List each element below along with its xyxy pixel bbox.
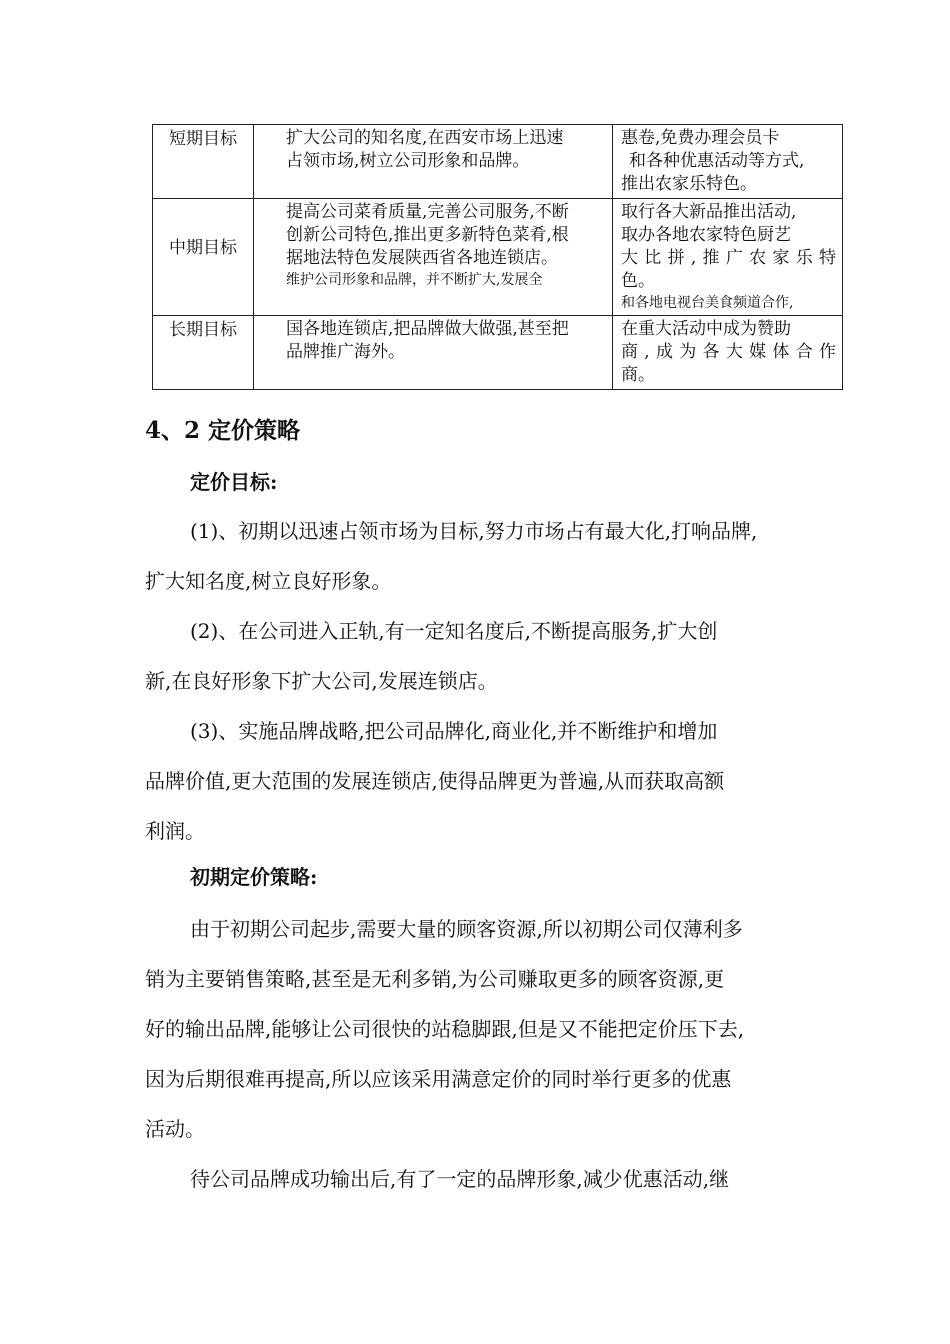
initial-para-line: 由于初期公司起步,需要大量的顾客资源,所以初期公司仅薄利多 (190, 917, 743, 941)
cell-line: 提高公司菜肴质量,完善公司服务,不断 (286, 202, 569, 222)
goal-content-cell (254, 199, 613, 316)
cell-line: 扩大公司的知名度,在西安市场上迅速 (286, 128, 564, 148)
table-row-short-term (153, 125, 843, 199)
row-label: 长期目标 (153, 316, 254, 390)
cell-line: 和各地电视台美食频道合作, (621, 295, 794, 311)
goal-3-line: 利润。 (145, 819, 205, 843)
cell-line: 色。 (621, 271, 655, 291)
cell-line: 维护公司形象和品牌，并不断扩大,发展全 (286, 272, 543, 288)
cell-line: 商。 (621, 365, 655, 385)
method-cell (613, 199, 843, 316)
goal-2-line: (2)、在公司进入正轨,有一定知名度后,不断提高服务,扩大创 (190, 619, 718, 643)
initial-para-line: 因为后期很难再提高,所以应该采用满意定价的同时举行更多的优惠 (145, 1067, 732, 1091)
cell-line: 推出农家乐特色。 (621, 174, 757, 194)
row-label: 中期目标 (153, 199, 254, 316)
cell-line: 商,成为各大媒体合作 (621, 342, 836, 362)
cell-line: 国各地连锁店,把品牌做大做强,甚至把 (286, 319, 569, 339)
cell-line: 品牌推广海外。 (286, 342, 405, 362)
row-label: 短期目标 (153, 125, 254, 199)
goal-content-cell (254, 316, 613, 390)
table-row-long-term (153, 316, 843, 390)
method-cell (613, 316, 843, 390)
method-cell (613, 125, 843, 199)
goals-table (152, 124, 843, 390)
initial-para-line: 好的输出品牌,能够让公司很快的站稳脚跟,但是又不能把定价压下去, (145, 1017, 745, 1041)
cell-line: 据地法特色发展陕西省各地连锁店。 (286, 248, 558, 268)
cell-line: 和各种优惠活动等方式, (629, 151, 805, 171)
goal-3-line: (3)、实施品牌战略,把公司品牌化,商业化,并不断维护和增加 (190, 719, 718, 743)
table-row-mid-term (153, 199, 843, 316)
goal-3-line: 品牌价值,更大范围的发展连锁店,使得品牌更为普遍,从而获取高额 (145, 769, 725, 793)
cell-line: 惠卷,免费办理会员卡 (621, 128, 780, 148)
goal-content-cell (254, 125, 613, 199)
goal-1-line: (1)、初期以迅速占领市场为目标,努力市场占有最大化,打响品牌, (190, 519, 758, 543)
cell-line: 大比拼,推广农家乐特 (621, 248, 836, 268)
section-heading: 4、2 定价策略 (145, 417, 301, 444)
cell-line: 取办各地农家特色厨艺 (621, 225, 791, 245)
initial-pricing-title: 初期定价策略: (190, 865, 318, 889)
cell-line: 占领市场,树立公司形象和品牌。 (286, 151, 530, 171)
cell-line: 在重大活动中成为赞助 (621, 319, 791, 339)
cell-line: 创新公司特色,推出更多新特色菜肴,根 (286, 225, 569, 245)
initial-para-line: 活动。 (145, 1117, 205, 1141)
pricing-goals-title: 定价目标: (190, 470, 278, 494)
next-para-line: 待公司品牌成功输出后,有了一定的品牌形象,减少优惠活动,继 (190, 1167, 730, 1191)
cell-line: 取行各大新品推出活动, (621, 202, 797, 222)
goal-1-line: 扩大知名度,树立良好形象。 (145, 569, 392, 593)
initial-para-line: 销为主要销售策略,甚至是无利多销,为公司赚取更多的顾客资源,更 (145, 967, 725, 991)
goal-2-line: 新,在良好形象下扩大公司,发展连锁店。 (145, 669, 498, 693)
